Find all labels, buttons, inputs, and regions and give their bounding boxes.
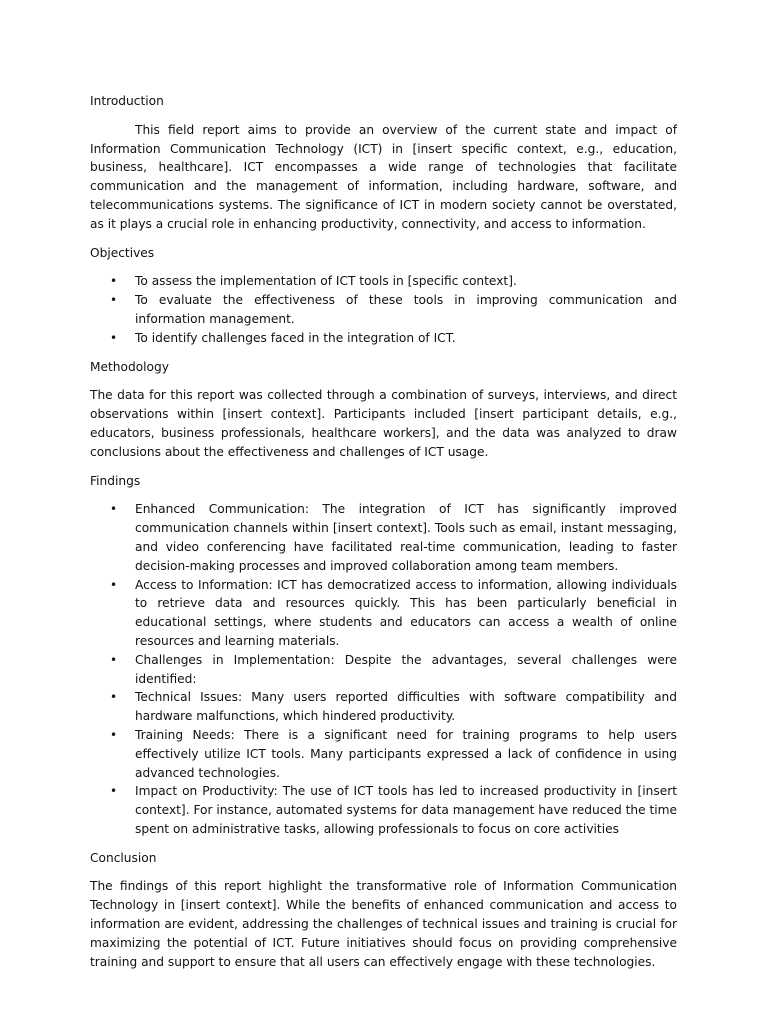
findings-list <box>90 500 677 838</box>
bullet-icon: • <box>110 293 118 308</box>
bullet-icon: • <box>110 502 118 517</box>
list-item <box>90 329 677 348</box>
bullet-icon: • <box>110 577 118 592</box>
list-item-text: Enhanced Communication: The integration of ICT has significantly improved communication channels within [insert context]. Tools such as email, instant messaging, and video conferencing have facilitated real-time communication, leading to faster decision-making processes and improved collaboration among team members. <box>135 502 677 573</box>
objectives-list <box>90 272 677 347</box>
document-page <box>90 92 677 981</box>
conclusion-heading: Conclusion <box>90 850 157 865</box>
methodology-paragraph: The data for this report was collected through a combination of surveys, interviews, and direct observations within [insert context]. Participants included [insert participant details, e.g., educators, business professionals, healthcare workers], and the data was analyzed to draw conclusions about the effectiveness and challenges of ICT usage. <box>90 388 677 459</box>
list-item-text: Technical Issues: Many users reported difficulties with software compatibility and hardware malfunctions, which hindered productivity. <box>135 690 677 724</box>
bullet-icon: • <box>110 727 118 742</box>
findings-heading: Findings <box>90 473 141 488</box>
list-item <box>90 291 677 329</box>
list-item <box>90 272 677 291</box>
introduction-heading: Introduction <box>90 94 164 108</box>
list-item-text: Access to Information: ICT has democratized access to information, allowing individuals to retrieve data and resources quickly. This has been particularly beneficial in educational settings, where students and educators can access a wealth of online resources and learning materials. <box>135 577 677 648</box>
list-item <box>90 500 677 575</box>
objectives-heading: Objectives <box>90 245 155 260</box>
list-item <box>90 726 677 782</box>
list-item-text: Training Needs: There is a significant need for training programs to help users effectively utilize ICT tools. Many participants expressed a lack of confidence in using advanced technologies. <box>135 727 677 780</box>
introduction-paragraph: This field report aims to provide an overview of the current state and impact of Information Communication Technology (ICT) in [insert specific context, e.g., education, business, healthcare]. ICT encompasses a wide range of technologies that facilitate communication and the management of information, including hardware, software, and telecommunications systems. The significance of ICT in modern society cannot be overstated, as it plays a crucial role in enhancing productivity, connectivity, and access to information. <box>90 122 677 231</box>
methodology-heading: Methodology <box>90 359 169 374</box>
bullet-icon: • <box>110 690 118 705</box>
bullet-icon: • <box>110 784 118 799</box>
bullet-icon: • <box>110 652 118 667</box>
list-item <box>90 576 677 651</box>
bullet-icon: • <box>110 330 118 345</box>
list-item-text: To assess the implementation of ICT tools in [specific context]. <box>135 274 517 289</box>
list-item <box>90 651 677 689</box>
list-item-text: Impact on Productivity: The use of ICT tools has led to increased productivity in [insert context]. For instance, automated systems for data management have reduced the time spent on administrative tasks, allowing professionals to focus on core activities <box>135 784 677 836</box>
bullet-icon: • <box>110 274 118 289</box>
list-item-text: To evaluate the effectiveness of these tools in improving communication and information management. <box>135 293 677 326</box>
list-item-text: To identify challenges faced in the integration of ICT. <box>135 330 456 345</box>
conclusion-paragraph: The findings of this report highlight the transformative role of Information Communication Technology in [insert context]. While the benefits of enhanced communication and access to information are evident, addressing the challenges of technical issues and training is crucial for maximizing the potential of ICT. Future initiatives should focus on providing comprehensive training and support to ensure that all users can effectively engage with these technologies. <box>90 879 677 969</box>
list-item-text: Challenges in Implementation: Despite the advantages, several challenges were identified: <box>135 652 677 686</box>
list-item <box>90 782 677 838</box>
list-item <box>90 688 677 726</box>
